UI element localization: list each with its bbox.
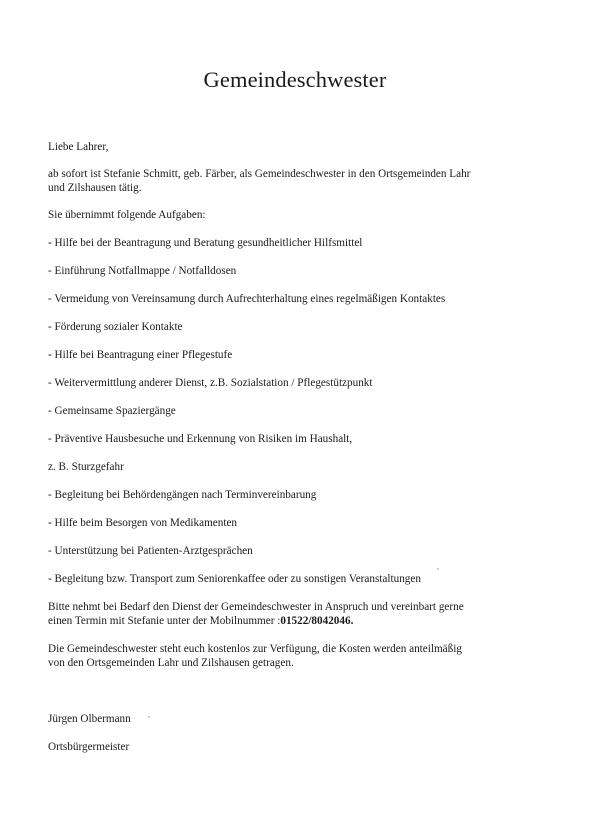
task-item: - Unterstützung bei Patienten-Arztgesprächen bbox=[48, 545, 253, 557]
task-item: - Förderung sozialer Kontakte bbox=[48, 321, 183, 333]
scan-speck bbox=[437, 568, 439, 570]
tasks-heading: Sie übernimmt folgende Aufgaben: bbox=[48, 209, 206, 221]
task-item: - Begleitung bzw. Transport zum Seniorenkaffee oder zu sonstigen Veranstaltungen bbox=[48, 573, 421, 585]
signature-role: Ortsbürgermeister bbox=[48, 741, 130, 753]
task-item: - Begleitung bei Behördengängen nach Terminvereinbarung bbox=[48, 489, 317, 501]
greeting: Liebe Lahrer, bbox=[48, 141, 109, 153]
costs-line-1: Die Gemeindeschwester steht euch kostenlos zur Verfügung, die Kosten werden anteilmäßig bbox=[48, 643, 462, 655]
contact-paragraph bbox=[48, 600, 548, 628]
task-item: - Präventive Hausbesuche und Erkennung von Risiken im Haushalt, bbox=[48, 433, 353, 445]
task-item: - Hilfe bei der Beantragung und Beratung gesundheitlicher Hilfsmittel bbox=[48, 237, 363, 249]
task-item: - Gemeinsame Spaziergänge bbox=[48, 405, 176, 417]
task-item: - Einführung Notfallmappe / Notfalldosen bbox=[48, 265, 237, 277]
contact-line-1: Bitte nehmt bei Bedarf den Dienst der Gemeindeschwester in Anspruch und vereinbart gerne bbox=[48, 601, 464, 613]
task-item: - Hilfe beim Besorgen von Medikamenten bbox=[48, 517, 238, 529]
task-item: z. B. Sturzgefahr bbox=[48, 461, 124, 473]
contact-line-2-text: einen Termin mit Stefanie unter der Mobilnummer : bbox=[48, 615, 281, 627]
phone-number: 01522/8042046. bbox=[280, 615, 354, 627]
intro-line-2: und Zilshausen tätig. bbox=[48, 182, 142, 194]
costs-paragraph bbox=[48, 642, 548, 670]
costs-line-2: von den Ortsgemeinden Lahr und Zilshausen getragen. bbox=[48, 657, 294, 669]
intro-paragraph bbox=[48, 167, 548, 195]
task-item: - Hilfe bei Beantragung einer Pflegestufe bbox=[48, 349, 233, 361]
signature-name: Jürgen Olbermann bbox=[48, 713, 131, 725]
task-item: - Vermeidung von Vereinsamung durch Aufrechterhaltung eines regelmäßigen Kontaktes bbox=[48, 293, 446, 305]
scan-speck bbox=[148, 716, 150, 718]
intro-line-1: ab sofort ist Stefanie Schmitt, geb. Färber, als Gemeindeschwester in den Ortsgemeinden Lahr bbox=[48, 168, 471, 180]
document-title: Gemeindeschwester bbox=[203, 67, 387, 92]
task-item: - Weitervermittlung anderer Dienst, z.B. Sozialstation / Pflegestützpunkt bbox=[48, 377, 373, 389]
contact-line-2 bbox=[48, 614, 548, 628]
